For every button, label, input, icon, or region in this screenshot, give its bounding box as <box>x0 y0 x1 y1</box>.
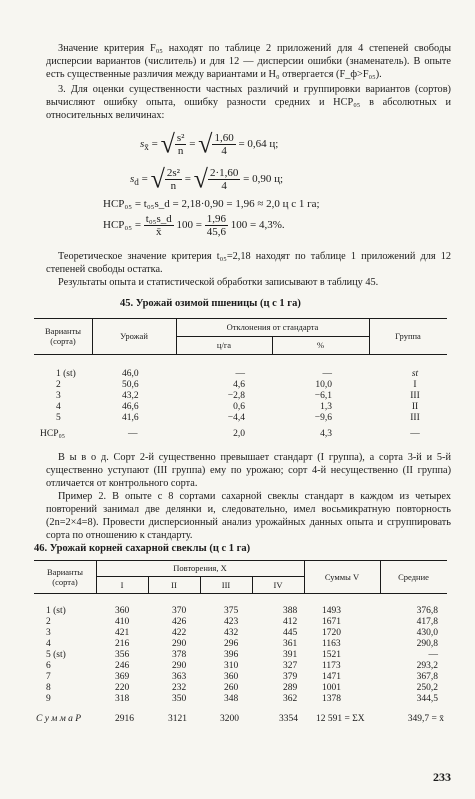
table46-cell-rep: 360 <box>224 672 239 682</box>
table46-cell-sum: 1001 <box>322 683 341 693</box>
table45-cell-group: I <box>413 380 417 390</box>
formula-hcp-rel-den1: x̄ <box>156 226 162 238</box>
table45-cell-dev: 2,0 <box>233 429 245 439</box>
table45-cell-variant: 5 <box>56 413 61 423</box>
table46-header-mean: Средние <box>398 572 429 582</box>
table45-cell-yield: — <box>128 429 138 439</box>
table46-cell-mean: 290,8 <box>416 639 438 649</box>
formula-hcp-rel-lhs: НСР₀₅ = <box>103 219 142 232</box>
formula-sx-den2: 4 <box>221 145 227 157</box>
table46-header-sum: Суммы V <box>324 572 360 582</box>
table45-cell-pct: 4,3 <box>320 429 332 439</box>
formula-sd: $s_d$ = √ $\frac{\text{2s²}}{n}$ = √ $\frac{2\cdot 1,60}{4}$ = 0,90 ц; <box>130 164 284 194</box>
table46-cell-rep: 421 <box>115 628 130 638</box>
paragraph-step-3: 3. Для оценки существенности частных различий и группировки вариантов (сортов) вычисляют ошибку опыта, ошибку разности средних и НСР₀₅ в абсолютных и относительных величинах: <box>46 84 451 121</box>
table46-cell-sum: 1493 <box>322 606 341 616</box>
table46-cell-rep: 432 <box>224 628 239 638</box>
table46-header-rep: IV <box>273 580 283 590</box>
table46-cell-rep: 362 <box>283 694 298 704</box>
table45-cell-yield: 41,6 <box>122 413 139 423</box>
table45-cell-dev: 0,6 <box>233 402 245 412</box>
table46-cell-rep: 396 <box>224 650 239 660</box>
table45-cell-yield: 50,6 <box>122 380 139 390</box>
table45-cell-pct: — <box>322 369 332 379</box>
table46-cell-sum: 1671 <box>322 617 341 627</box>
table45-cell-group: III <box>410 391 420 401</box>
paragraph-example-2: Пример 2. В опыте с 8 сортами сахарной свеклы стандарт в каждом из четырех повторений занимал две делянки и, следовательно, имел восьмикратную повторность (2n=2×4=8). Провести дисперсионный анализ урожайных данных опыта и сгруппировать сорта по отношению к стандарту. <box>46 491 451 541</box>
table45-cell-dev: −2,8 <box>227 391 245 401</box>
table46-cell-rep: 363 <box>172 672 187 682</box>
table45-cell-dev: 4,6 <box>233 380 245 390</box>
table45-cell-variant: 2 <box>56 380 61 390</box>
table46-cell-variant: 8 <box>46 683 51 693</box>
table45-cell-group: II <box>411 402 419 412</box>
table46-cell-sum: 1163 <box>322 639 341 649</box>
table46-cell-rep: 388 <box>283 606 298 616</box>
table46-cell-rep: 310 <box>224 661 239 671</box>
paragraph-results: Результаты опыта и статистической обработки записывают в таблицу 45. <box>58 277 379 288</box>
formula-sd-den2: 4 <box>221 180 227 192</box>
table46-cell-variant: С у м м а P <box>36 714 82 724</box>
table45-cell-pct: 1,3 <box>320 402 332 412</box>
table46-cell-rep: 3354 <box>279 714 298 724</box>
table46-cell-rep: 246 <box>115 661 130 671</box>
table46-cell-variant: 5 (st) <box>46 650 66 660</box>
table46-cell-mean: 250,2 <box>416 683 438 693</box>
table46-cell-rep: 3200 <box>220 714 239 724</box>
formula-sx: $s_{x̄}$ = √ $\frac{\text{s²}}{n}$ = √ $\frac{1,60}{4}$ = 0,64 ц; <box>140 129 279 159</box>
table46-cell-mean: 344,5 <box>416 694 438 704</box>
table46-cell-rep: 296 <box>224 639 239 649</box>
table46-cell-mean: 367,8 <box>416 672 438 682</box>
table46-cell-rep: 412 <box>283 617 298 627</box>
table46-rule-head <box>34 593 447 594</box>
formula-sd-lhs: s <box>130 173 135 186</box>
table46-cell-variant: 7 <box>46 672 51 682</box>
table46-cell-rep: 426 <box>172 617 187 627</box>
table46-cell-variant: 6 <box>46 661 51 671</box>
table45-cell-yield: 43,2 <box>122 391 139 401</box>
table46-cell-mean: — <box>428 650 438 660</box>
table46-cell-rep: 445 <box>283 628 298 638</box>
table46-cell-variant: 3 <box>46 628 51 638</box>
formula-sd-result: = 0,90 ц; <box>243 173 284 186</box>
paragraph-fisher-criterion: Значение критерия F₀₅ находят по таблице 2 приложений для 4 степеней свободы дисперсии вариантов (числитель) и для 12 — дисперсии ошибки (знаменатель). В опыте есть существенные различия между вариантами и H₀ отвергается (F_ф>F₀₅). <box>46 43 451 80</box>
table46-header-rep: II <box>171 580 177 590</box>
table45-cell-group: st <box>411 369 419 379</box>
table46-cell-rep: 356 <box>115 650 130 660</box>
table46-cell-sum: 12 591 = ΣX <box>316 714 365 724</box>
table45-rule-head <box>34 354 447 355</box>
table46-cell-sum: 1173 <box>322 661 341 671</box>
table46-cell-variant: 2 <box>46 617 51 627</box>
table46-cell-mean: 430,0 <box>416 628 438 638</box>
table46-cell-rep: 232 <box>172 683 187 693</box>
table45-cell-dev: — <box>235 369 245 379</box>
formula-hcp-rel <box>103 213 285 238</box>
table46-caption: 46. Урожай корней сахарной свеклы (ц с 1 га) <box>34 543 251 554</box>
formula-sd-sub: d <box>134 177 139 188</box>
table45-cell-yield: 46,6 <box>122 402 139 412</box>
formula-sx-result: = 0,64 ц; <box>238 138 279 151</box>
table45-cell-variant: НСР₀₅ <box>40 429 66 439</box>
table45-header-cha: ц/га <box>216 340 232 350</box>
table46-cell-rep: 216 <box>115 639 130 649</box>
table46-cell-rep: 360 <box>115 606 130 616</box>
table45-header-group: Группа <box>395 331 421 341</box>
table46-cell-rep: 361 <box>283 639 298 649</box>
table46-cell-variant: 1 (st) <box>46 606 66 616</box>
table45-header-yield: Урожай <box>120 331 148 341</box>
formula-sd-num1: 2s² <box>166 167 180 179</box>
formula-sd-den1: n <box>170 180 177 192</box>
table46-cell-rep: 290 <box>172 639 187 649</box>
formula-hcp-rel-num2: 1,96 <box>206 213 227 225</box>
table46-cell-mean: 293,2 <box>416 661 438 671</box>
table45-cell-group: — <box>410 429 420 439</box>
table46-cell-rep: 289 <box>283 683 298 693</box>
table45-cell-yield: 46,0 <box>122 369 139 379</box>
table45-cell-pct: −6,1 <box>314 391 332 401</box>
table46-cell-rep: 220 <box>115 683 130 693</box>
table46-cell-rep: 423 <box>224 617 239 627</box>
table46-cell-rep: 370 <box>172 606 187 616</box>
formula-hcp-rel-result: 100 = 4,3%. <box>230 219 285 232</box>
table46-header-variant: Варианты (сорта) <box>47 567 83 587</box>
table46-cell-sum: 1521 <box>322 650 341 660</box>
page-number: 233 <box>433 770 451 784</box>
table46-header-rep: I <box>120 580 124 590</box>
table46-cell-rep: 378 <box>172 650 187 660</box>
table46-cell-rep: 369 <box>115 672 130 682</box>
table46-cell-sum: 1378 <box>322 694 341 704</box>
table45-header-variant: Варианты (сорта) <box>45 326 81 346</box>
table45-cell-variant: 3 <box>56 391 61 401</box>
table45-cell-pct: −9,6 <box>314 413 332 423</box>
table46-cell-rep: 410 <box>115 617 130 627</box>
table46-cell-variant: 9 <box>46 694 51 704</box>
table45-header-deviation: Отклонения от стандарта <box>226 322 319 332</box>
table45-caption: 45. Урожай озимой пшеницы (ц с 1 га) <box>120 298 301 309</box>
formula-hcp-abs: НСР₀₅ = t₀₅s_d = 2,18·0,90 = 1,96 ≈ 2,0 ц с 1 га; <box>103 198 320 210</box>
table46-cell-sum: 1720 <box>322 628 341 638</box>
table46-cell-sum: 1471 <box>322 672 341 682</box>
table46-cell-rep: 350 <box>172 694 187 704</box>
formula-sd-num2: 2·1,60 <box>209 167 239 179</box>
table46-cell-rep: 391 <box>283 650 298 660</box>
table46-header-rep: III <box>221 580 231 590</box>
table46-cell-rep: 318 <box>115 694 130 704</box>
table46-cell-rep: 327 <box>283 661 298 671</box>
table46-cell-rep: 260 <box>224 683 239 693</box>
table46-cell-variant: 4 <box>46 639 51 649</box>
table46-cell-rep: 2916 <box>115 714 134 724</box>
table46-cell-rep: 3121 <box>168 714 187 724</box>
table45-cell-variant: 1 (st) <box>56 369 76 379</box>
table45-rule-top <box>34 318 447 319</box>
table46-cell-mean: 349,7 = x̄ <box>407 714 444 724</box>
formula-hcp-rel-mid: 100 = <box>176 219 203 232</box>
table46-cell-mean: 376,8 <box>416 606 438 616</box>
table45-cell-variant: 4 <box>56 402 61 412</box>
paragraph-conclusion: В ы в о д. Сорт 2-й существенно превышает стандарт (I группа), а сорта 3-й и 5-й существенно уступают (III группа) ему по урожаю; сорт 4-й несущественно (II группа) отличается от контрольного сорта. <box>46 452 451 489</box>
formula-sx-num2: 1,60 <box>214 132 234 144</box>
table45-cell-pct: 10,0 <box>315 380 332 390</box>
formula-hcp-rel-num1: t₀₅s_d <box>145 213 172 225</box>
formula-sx-sub: x̄ <box>144 142 149 153</box>
formula-sx-num1: s² <box>176 132 185 144</box>
table45-header-pct: % <box>316 340 325 350</box>
table45-cell-dev: −4,4 <box>227 413 245 423</box>
formula-sx-den1: n <box>177 145 184 157</box>
table46-cell-mean: 417,8 <box>416 617 438 627</box>
paragraph-t-criterion: Теоретическое значение критерия t₀₅=2,18 находят по таблице 1 приложений для 12 степеней свободы остатка. <box>46 251 451 275</box>
table45-cell-group: III <box>410 413 420 423</box>
table46-cell-rep: 375 <box>224 606 239 616</box>
table46-cell-rep: 348 <box>224 694 239 704</box>
formula-sx-lhs: s <box>140 138 145 151</box>
formula-hcp-rel-den2: 45,6 <box>206 226 227 238</box>
table46-cell-rep: 290 <box>172 661 187 671</box>
table46-cell-rep: 379 <box>283 672 298 682</box>
table46-header-repetitions: Повторения, X <box>173 563 227 573</box>
table46-cell-rep: 422 <box>172 628 187 638</box>
